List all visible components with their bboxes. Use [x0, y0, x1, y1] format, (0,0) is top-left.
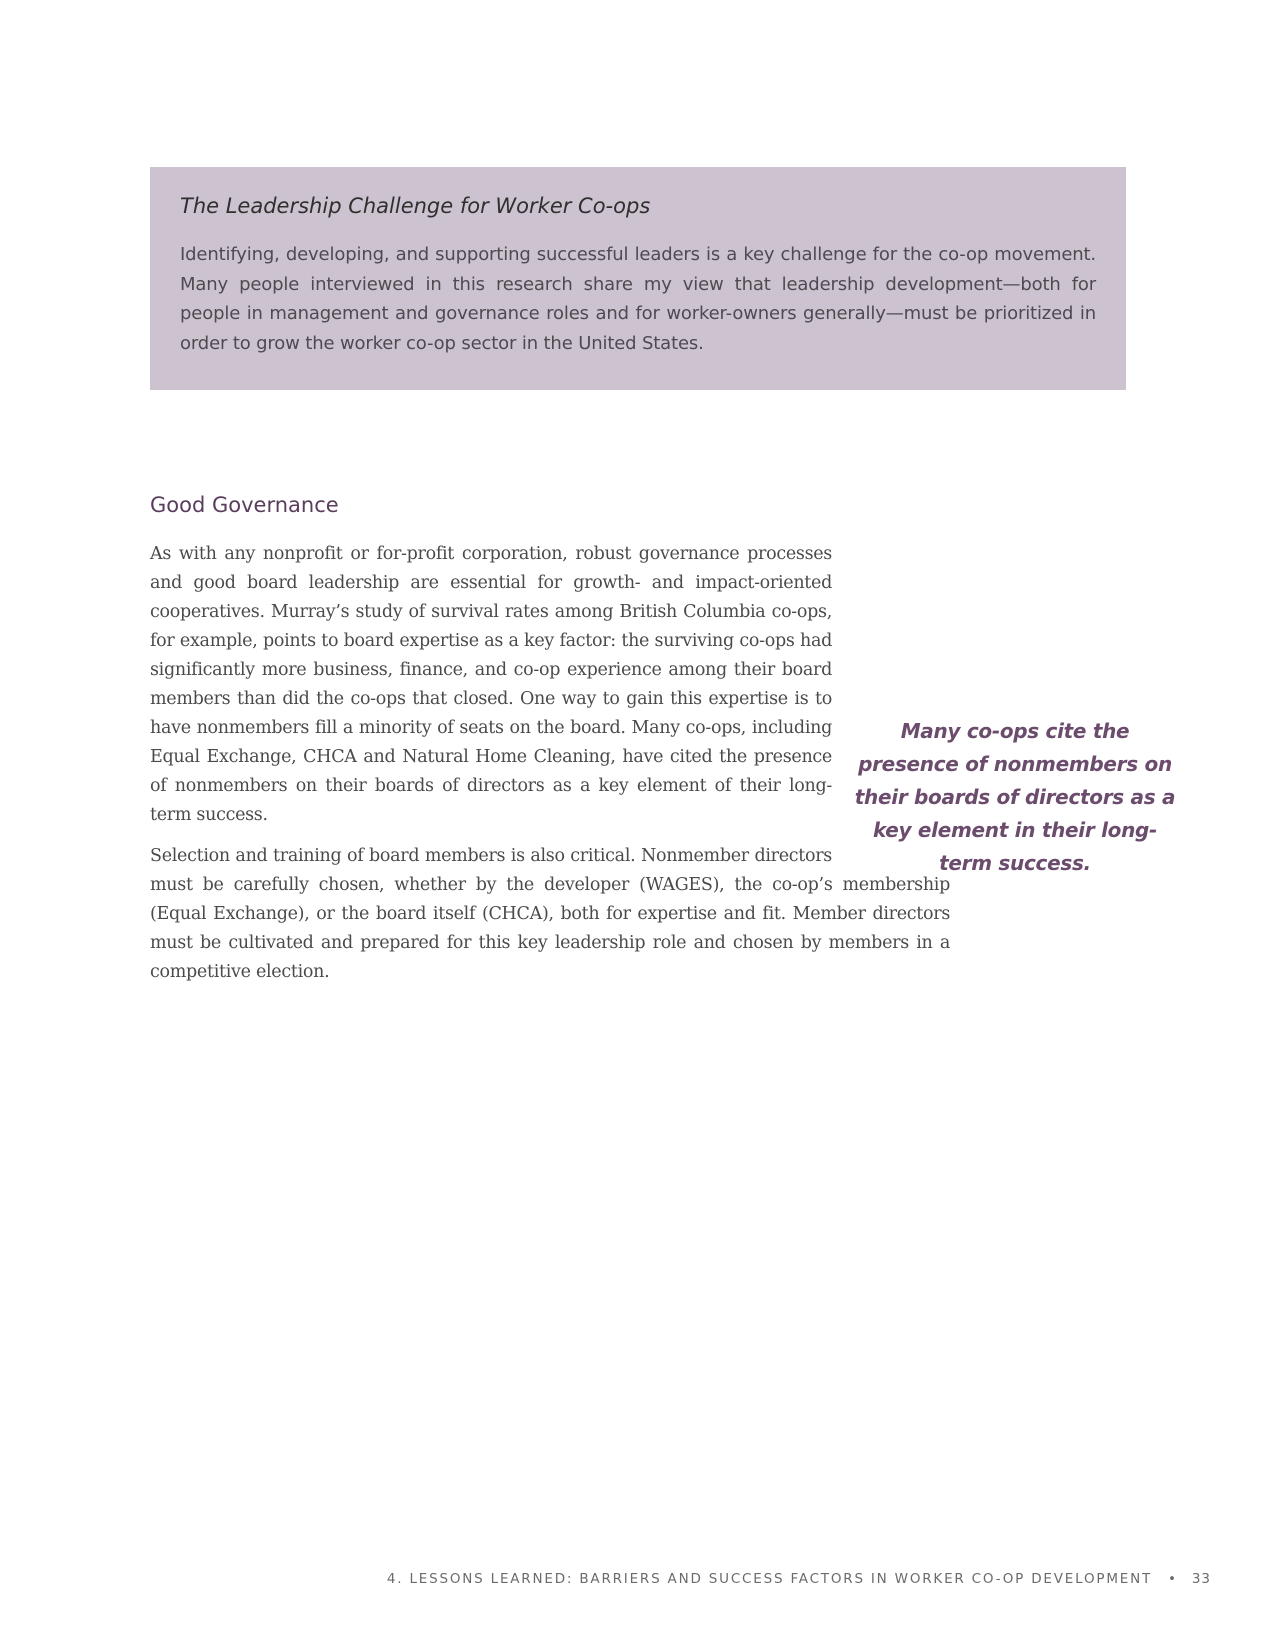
body-text-column — [150, 540, 950, 999]
box-body: Identifying, developing, and supporting successful leaders is a key challenge for the co-op movement. Many people interviewed in this research share my view that leadership development—both for people in management and governance roles and for worker-owners generally—must be prioritized in order to grow the worker co-op sector in the United States. — [180, 244, 1096, 354]
leadership-challenge-box — [150, 167, 1126, 390]
pull-quote: Many co-ops cite the presence of nonmembers on their boards of directors as a key element in their long-term success. — [854, 719, 1176, 875]
footer-bullet: • — [1168, 1571, 1178, 1587]
section-heading: Good Governance — [150, 493, 339, 517]
body-paragraph-1: As with any nonprofit or for-profit corporation, robust governance processes and good board leadership are essential for growth- and impact-oriented cooperatives. Murray’s study of survival rates among British Columbia co-ops, for example, points to board expertise as a key factor: the surviving co-ops had significantly more business, finance, and co-op experience among their board members than did the co-ops that closed. One way to gain this expertise is to have nonmembers fill a minority of seats on the board. Many co-ops, including Equal Exchange, CHCA and Natural Home Cleaning, have cited the presence of nonmembers on their boards of directors as a key element of their long-term success. — [150, 544, 832, 825]
running-title: 4. LESSONS LEARNED: BARRIERS AND SUCCESS FACTORS IN WORKER CO-OP DEVELOPMENT — [386, 1571, 1153, 1587]
page-footer — [387, 1571, 1211, 1587]
box-title: The Leadership Challenge for Worker Co-ops — [180, 194, 651, 218]
body-paragraph-2: Selection and training of board members is also critical. Nonmember directors must be carefully chosen, whether by the developer (WAGES), the co-op’s membership (Equal Exchange), or the board itself (CHCA), both for expertise and fit. Member directors must be cultivated and prepared for this key leadership role and chosen by members in a competitive election. — [150, 846, 950, 982]
page-number: 33 — [1191, 1571, 1211, 1587]
